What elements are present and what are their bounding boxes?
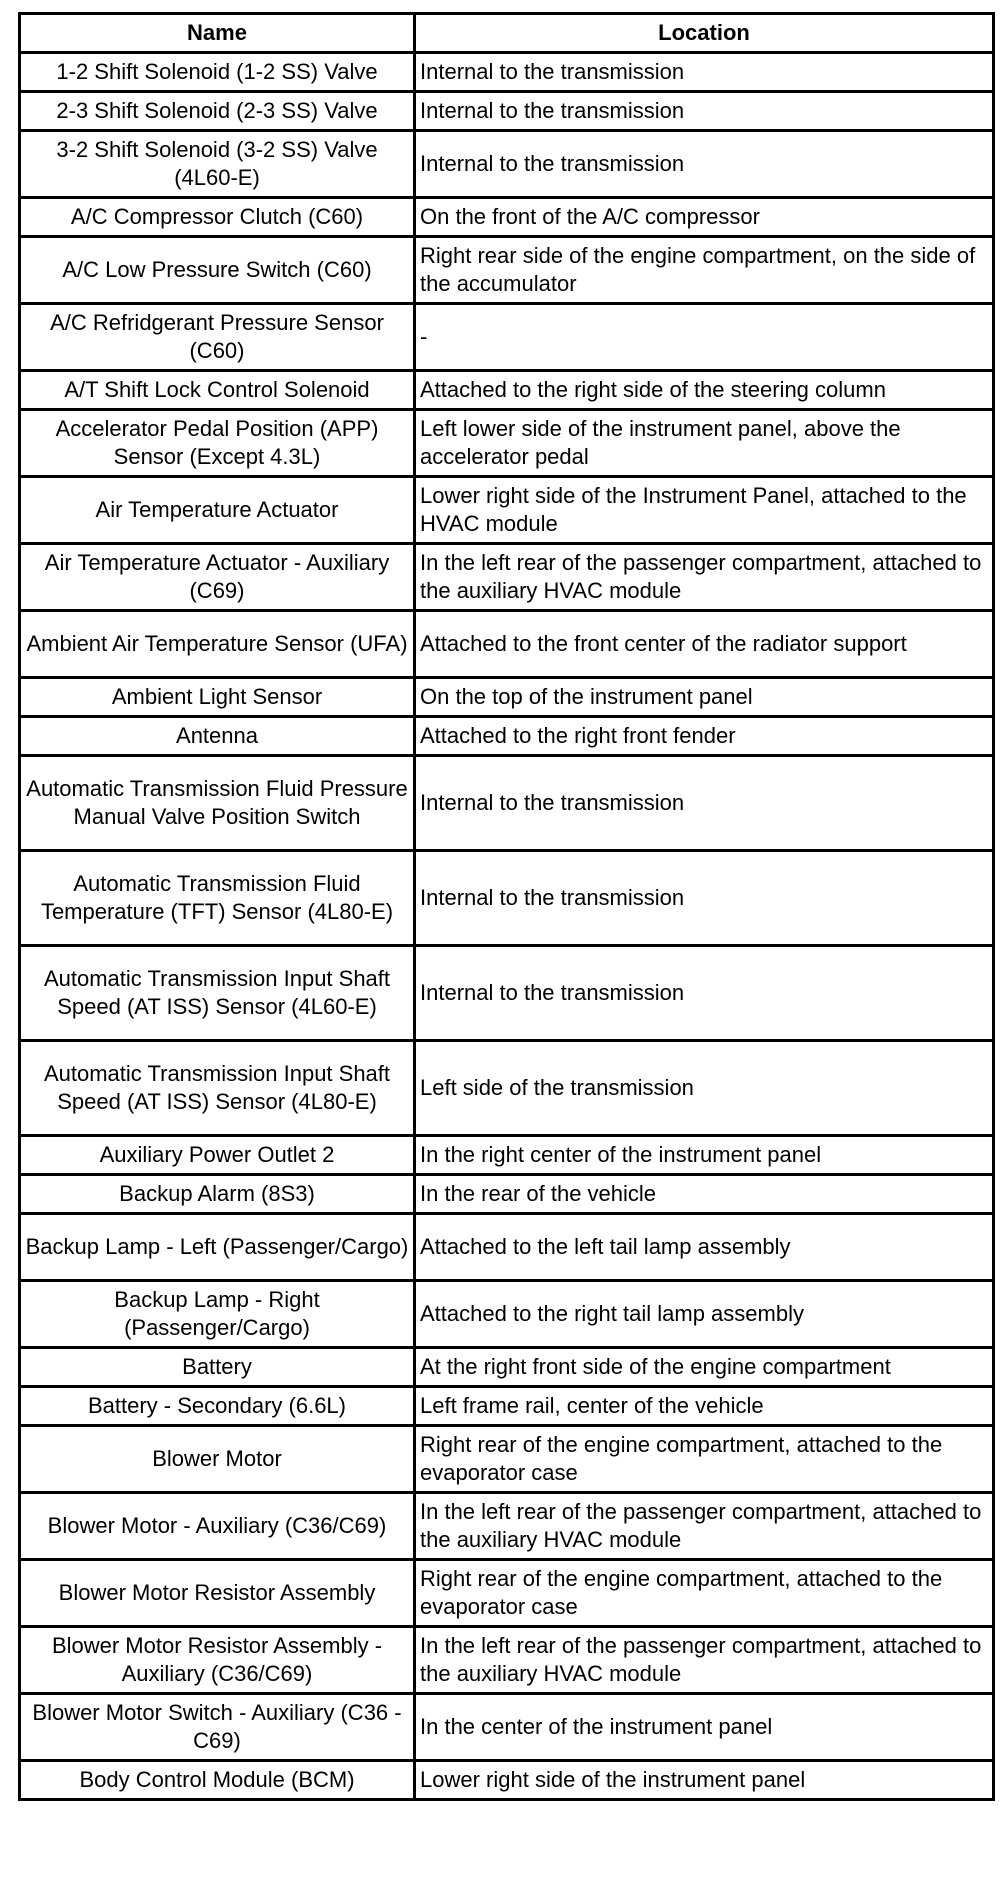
location-cell: Right rear side of the engine compartment, on the side of the accumulator [415,237,994,304]
location-cell: In the center of the instrument panel [415,1694,994,1761]
table-row [20,611,994,678]
table-row [20,237,994,304]
location-cell: At the right front side of the engine compartment [415,1348,994,1387]
table-row [20,717,994,756]
name-cell: Ambient Light Sensor [20,678,415,717]
table-row [20,1426,994,1493]
table-row [20,1761,994,1800]
table-row [20,53,994,92]
location-cell: In the left rear of the passenger compartment, attached to the auxiliary HVAC module [415,1627,994,1694]
name-cell: Backup Lamp - Right (Passenger/Cargo) [20,1281,415,1348]
location-cell: In the left rear of the passenger compartment, attached to the auxiliary HVAC module [415,544,994,611]
table-row [20,1493,994,1560]
location-cell: Right rear of the engine compartment, attached to the evaporator case [415,1560,994,1627]
table-row [20,1694,994,1761]
location-cell: Internal to the transmission [415,851,994,946]
name-cell: Backup Lamp - Left (Passenger/Cargo) [20,1214,415,1281]
header-location: Location [415,14,994,53]
name-cell: Blower Motor [20,1426,415,1493]
name-cell: 3-2 Shift Solenoid (3-2 SS) Valve (4L60-E) [20,131,415,198]
location-cell: Internal to the transmission [415,946,994,1041]
name-cell: Ambient Air Temperature Sensor (UFA) [20,611,415,678]
table-row [20,1214,994,1281]
name-cell: Blower Motor - Auxiliary (C36/C69) [20,1493,415,1560]
table-row [20,477,994,544]
location-cell: On the front of the A/C compressor [415,198,994,237]
table-row [20,544,994,611]
table-row [20,371,994,410]
table-row [20,678,994,717]
location-cell: - [415,304,994,371]
name-cell: Battery - Secondary (6.6L) [20,1387,415,1426]
name-cell: Auxiliary Power Outlet 2 [20,1136,415,1175]
component-location-table [18,12,995,1801]
header-name: Name [20,14,415,53]
location-cell: In the right center of the instrument panel [415,1136,994,1175]
location-cell: In the rear of the vehicle [415,1175,994,1214]
name-cell: A/C Low Pressure Switch (C60) [20,237,415,304]
location-cell: Lower right side of the Instrument Panel, attached to the HVAC module [415,477,994,544]
name-cell: Air Temperature Actuator - Auxiliary (C69) [20,544,415,611]
table-row [20,1560,994,1627]
name-cell: 2-3 Shift Solenoid (2-3 SS) Valve [20,92,415,131]
table-row [20,851,994,946]
location-cell: Internal to the transmission [415,756,994,851]
name-cell: Blower Motor Resistor Assembly [20,1560,415,1627]
table-row [20,1387,994,1426]
location-cell: Attached to the right front fender [415,717,994,756]
name-cell: Automatic Transmission Input Shaft Speed (AT ISS) Sensor (4L60-E) [20,946,415,1041]
location-cell: Internal to the transmission [415,131,994,198]
location-cell: Lower right side of the instrument panel [415,1761,994,1800]
location-cell: Attached to the left tail lamp assembly [415,1214,994,1281]
name-cell: A/C Compressor Clutch (C60) [20,198,415,237]
table-row [20,198,994,237]
header-row [20,14,994,53]
table-row [20,1348,994,1387]
table-row [20,946,994,1041]
name-cell: Accelerator Pedal Position (APP) Sensor (Except 4.3L) [20,410,415,477]
table-row [20,1041,994,1136]
name-cell: Body Control Module (BCM) [20,1761,415,1800]
name-cell: Antenna [20,717,415,756]
name-cell: 1-2 Shift Solenoid (1-2 SS) Valve [20,53,415,92]
table-row [20,1136,994,1175]
location-cell: Left frame rail, center of the vehicle [415,1387,994,1426]
location-cell: On the top of the instrument panel [415,678,994,717]
component-location-table-container [18,12,992,1801]
location-cell: Attached to the right side of the steering column [415,371,994,410]
location-cell: Left lower side of the instrument panel, above the accelerator pedal [415,410,994,477]
table-row [20,410,994,477]
table-row [20,1175,994,1214]
name-cell: Automatic Transmission Fluid Pressure Manual Valve Position Switch [20,756,415,851]
location-cell: Right rear of the engine compartment, attached to the evaporator case [415,1426,994,1493]
location-cell: Attached to the front center of the radiator support [415,611,994,678]
table-row [20,92,994,131]
name-cell: A/C Refridgerant Pressure Sensor (C60) [20,304,415,371]
name-cell: Air Temperature Actuator [20,477,415,544]
table-row [20,756,994,851]
name-cell: Blower Motor Switch - Auxiliary (C36 -C69) [20,1694,415,1761]
name-cell: Automatic Transmission Input Shaft Speed (AT ISS) Sensor (4L80-E) [20,1041,415,1136]
table-row [20,1281,994,1348]
name-cell: Battery [20,1348,415,1387]
name-cell: Blower Motor Resistor Assembly - Auxiliary (C36/C69) [20,1627,415,1694]
table-row [20,131,994,198]
location-cell: Internal to the transmission [415,53,994,92]
name-cell: A/T Shift Lock Control Solenoid [20,371,415,410]
location-cell: Left side of the transmission [415,1041,994,1136]
name-cell: Automatic Transmission Fluid Temperature (TFT) Sensor (4L80-E) [20,851,415,946]
name-cell: Backup Alarm (8S3) [20,1175,415,1214]
location-cell: Internal to the transmission [415,92,994,131]
table-row [20,1627,994,1694]
location-cell: In the left rear of the passenger compartment, attached to the auxiliary HVAC module [415,1493,994,1560]
table-row [20,304,994,371]
location-cell: Attached to the right tail lamp assembly [415,1281,994,1348]
